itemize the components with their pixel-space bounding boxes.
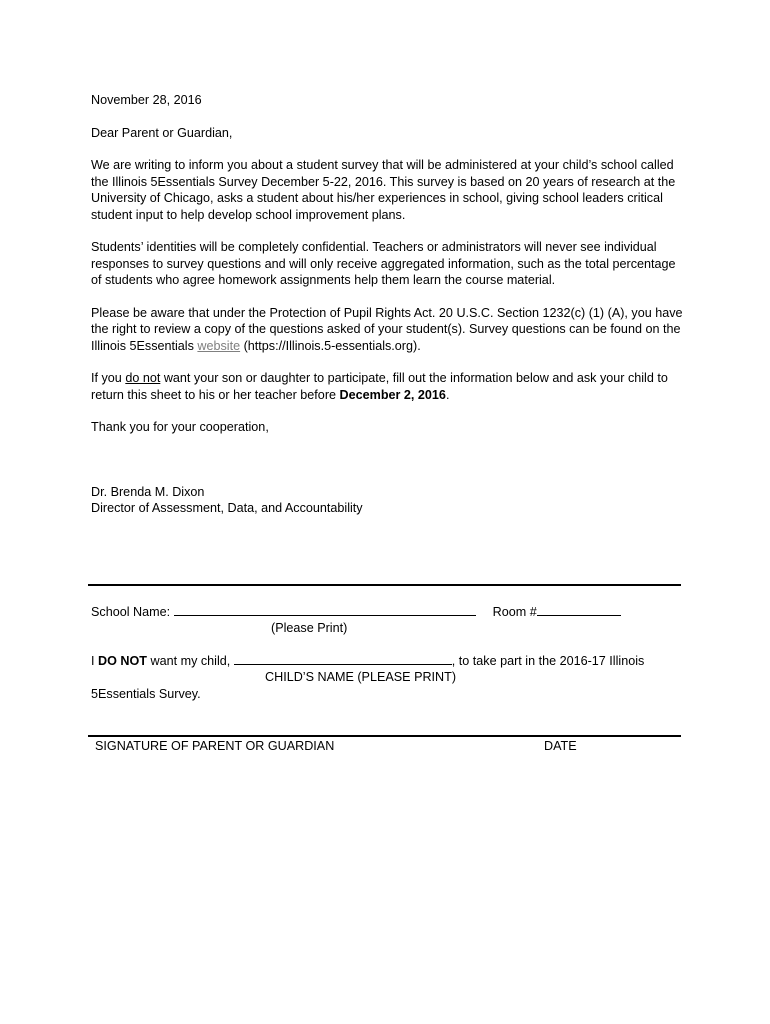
opt-out-text-middle: want your son or daughter to participate, fill out the information below and ask your child to return this sheet to his or her teacher before [91,371,668,402]
do-not-emphasis: do not [125,371,161,385]
room-label: Room # [492,605,537,619]
website-link[interactable]: website [197,338,241,353]
opt-out-text-end: . [445,387,450,402]
signature-line[interactable] [88,735,681,737]
website-url-text: (https://Illinois.5-essentials.org). [240,338,421,353]
school-name-label: School Name: [91,605,174,619]
room-number-field[interactable] [537,603,621,616]
paragraph-survey-intro: We are writing to inform you about a student survey that will be administered at your child’s school called the Illinois 5Essentials Survey December 5-22, 2016. This survey is based on 20 years of research at the University of Chicago, asks a student about his/her experiences in school, giving school leaders critical student input to help develop school improvement plans. [91,158,676,222]
school-name-row [91,603,621,621]
child-name-field[interactable] [234,652,452,665]
opt-out-suffix: , to take part in the 2016-17 Illinois [451,654,645,668]
signature-block [91,484,683,517]
signer-title: Director of Assessment, Data, and Accountability [91,501,363,515]
signer-name: Dr. Brenda M. Dixon [91,484,205,499]
paragraph-rights [91,305,683,355]
deadline-date: December 2, 2016 [339,387,446,402]
rights-text: Please be aware that under the Protection of Pupil Rights Act. 20 U.S.C. Section 1232(c) (1) (A), you have the right to review a copy of the questions asked of your student(s). Survey questions can be found on the Illinois 5Essentials [91,305,683,353]
letter-date: November 28, 2016 [91,93,202,107]
opt-out-text-start: If you [91,371,126,385]
form-divider-top [88,584,681,586]
date-label: DATE [544,739,577,753]
salutation: Dear Parent or Guardian, [91,125,233,140]
please-print-caption: (Please Print) [271,621,348,635]
opt-out-middle: want my child, [146,654,234,668]
opt-out-row [91,652,644,670]
paragraph-opt-out-instructions [91,370,683,403]
signature-label: SIGNATURE OF PARENT OR GUARDIAN [95,739,335,753]
child-name-caption: CHILD’S NAME (PLEASE PRINT) [265,670,457,684]
school-name-field[interactable] [174,603,476,616]
closing: Thank you for your cooperation, [91,420,269,434]
do-not-bold: DO NOT [98,654,147,668]
opt-out-line2: 5Essentials Survey. [91,687,201,701]
opt-out-prefix: I [91,654,98,668]
paragraph-confidentiality: Students’ identities will be completely confidential. Teachers or administrators will never see individual responses to survey questions and will only receive aggregated information, such as the total percentage of students who agree homework assignments help them learn the course material. [91,240,676,287]
letter-body [91,92,683,517]
